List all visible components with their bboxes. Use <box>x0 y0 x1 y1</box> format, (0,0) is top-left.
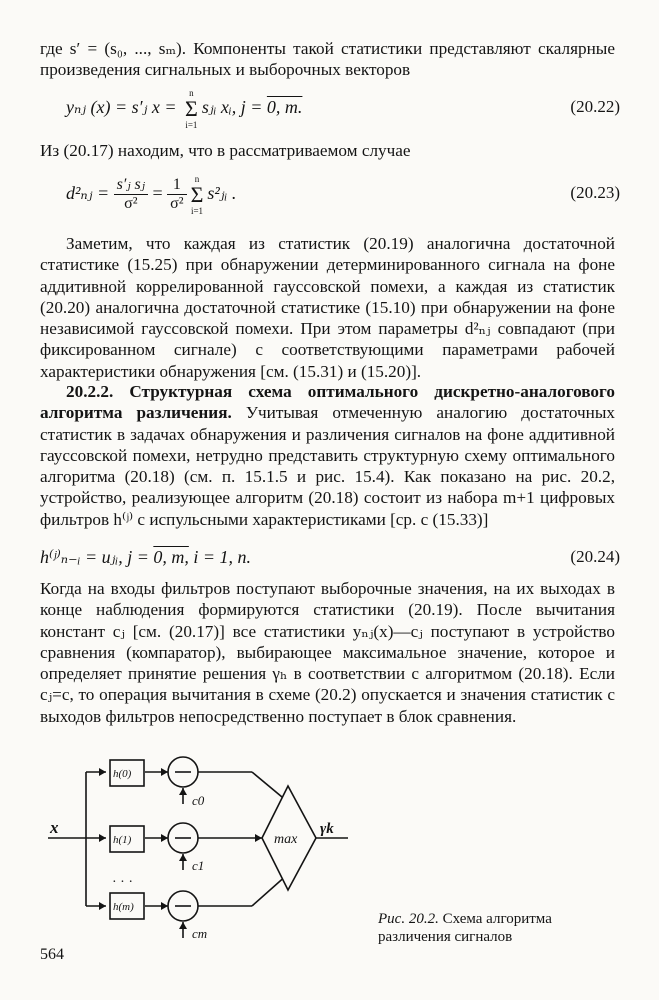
equation-number: (20.23) <box>570 183 620 202</box>
eq23-fraction-1: $\frac{\text{s′ⱼ sⱼ}}{\text{σ²}}$ <box>114 176 148 213</box>
eq22-lhs: yₙⱼ (x) = s′ⱼ x = <box>66 97 181 117</box>
filter-label-m: h(m) <box>113 901 134 913</box>
caption-text: Схема алгоритма различения сигналов <box>378 911 552 945</box>
figure-caption <box>378 910 628 946</box>
input-label: x <box>50 818 59 837</box>
equation-number: (20.22) <box>570 97 620 116</box>
eq24-text-b: 0, m, <box>153 547 189 567</box>
eq23-lhs: d²ₙⱼ = <box>66 183 114 203</box>
eq23-rhs: s²ⱼᵢ . <box>207 183 237 203</box>
equation-20-24 <box>40 534 620 580</box>
eq23-fraction-2: $\frac{1}{\text{σ²}}$ <box>167 176 186 213</box>
constant-label-1: c1 <box>192 858 205 873</box>
caption-label: Рис. 20.2. <box>378 911 439 927</box>
eq22-rhs-b: 0, m. <box>266 97 303 117</box>
filter-label-0: h(0) <box>113 768 132 780</box>
equation-20-23 <box>66 170 620 216</box>
eq22-rhs-a: sⱼᵢ xᵢ, j = <box>201 97 267 117</box>
paragraph-filters-output: Когда на входы фильтров поступают выборочные значения, на их выходах в конце наблюдения формируются статистики (20.19). После вычитания констант cⱼ [см. (20.17)] все статистики yₙⱼ(x)—cⱼ поступают в устройство сравнения (компаратор), выбирающее максимальное значение, которое и определяет принятие решения γₕ в соответствии с алгоритмом (20.18). Если cⱼ=c, то операция вычитания в схеме (20.2) опускается и значения статистик с выходов фильтров непосредственно поступает в блок сравнения. <box>40 579 615 726</box>
constant-label-0: c0 <box>192 793 205 808</box>
equation-number: (20.24) <box>570 547 620 566</box>
page-number: 564 <box>40 946 64 963</box>
output-label: γk <box>320 821 334 837</box>
constant-label-m: cm <box>192 926 208 941</box>
eq22-sum: n Σ i=1 <box>185 87 198 130</box>
eq24-text-c: i = 1, n. <box>188 547 251 567</box>
eq24-text-a: h⁽ʲ⁾ₙ₋ᵢ = uⱼᵢ, j = <box>40 547 154 567</box>
equation-20-22 <box>66 84 620 130</box>
eq23-equals: = <box>148 183 168 203</box>
paragraph-from-20-17: Из (20.17) находим, что в рассматриваемом случае <box>40 141 411 160</box>
paragraph-section-20-2-2 <box>40 381 615 530</box>
paragraph-statistics-analogy: Заметим, что каждая из статистик (20.19) аналогична достаточной статистике (15.25) при обнаружении детерминированного сигнала на фоне аддитивной коррелированной гауссовской помехи, а каждая из статистик (20.20) аналогична достаточной статистике (15.10) при обнаружении на фоне независимой гауссовской помехи. При этом параметры d²ₙⱼ совпадают (при фиксированном сигнале) с соответствующими параметрами рабочей характеристики обнаружения [см. (15.31) и (15.20)]. <box>40 234 615 381</box>
filter-label-1: h(1) <box>113 834 132 846</box>
section-heading: 20.2.2. Структурная схема оптимального дискретно-аналогового алгоритма различения. <box>40 382 615 423</box>
ellipsis-dots: · · · <box>112 875 133 890</box>
comparator-label: max <box>274 832 298 847</box>
paragraph-intro: где s′ = (s₀, ..., sₘ). Компоненты такой статистики представляют скалярные произведения сигнальных и выборочных векторов <box>40 39 615 80</box>
eq23-sum: n Σ i=1 <box>190 173 204 216</box>
section-body: Учитывая отмеченную аналогию достаточных статистик в задачах обнаружения и различения сигналов на фоне аддитивной гауссовской помехи, нетрудно представить структурную схему оптимального алгоритма (20.18) (см. п. 15.1.5 и рис. 15.4). Как показано на рис. 20.2, устройство, реализующее алгоритм (20.18) состоит из набора m+1 цифровых фильтров h⁽ʲ⁾ с испульсными характеристиками [ср. с (15.33)] <box>40 403 615 529</box>
